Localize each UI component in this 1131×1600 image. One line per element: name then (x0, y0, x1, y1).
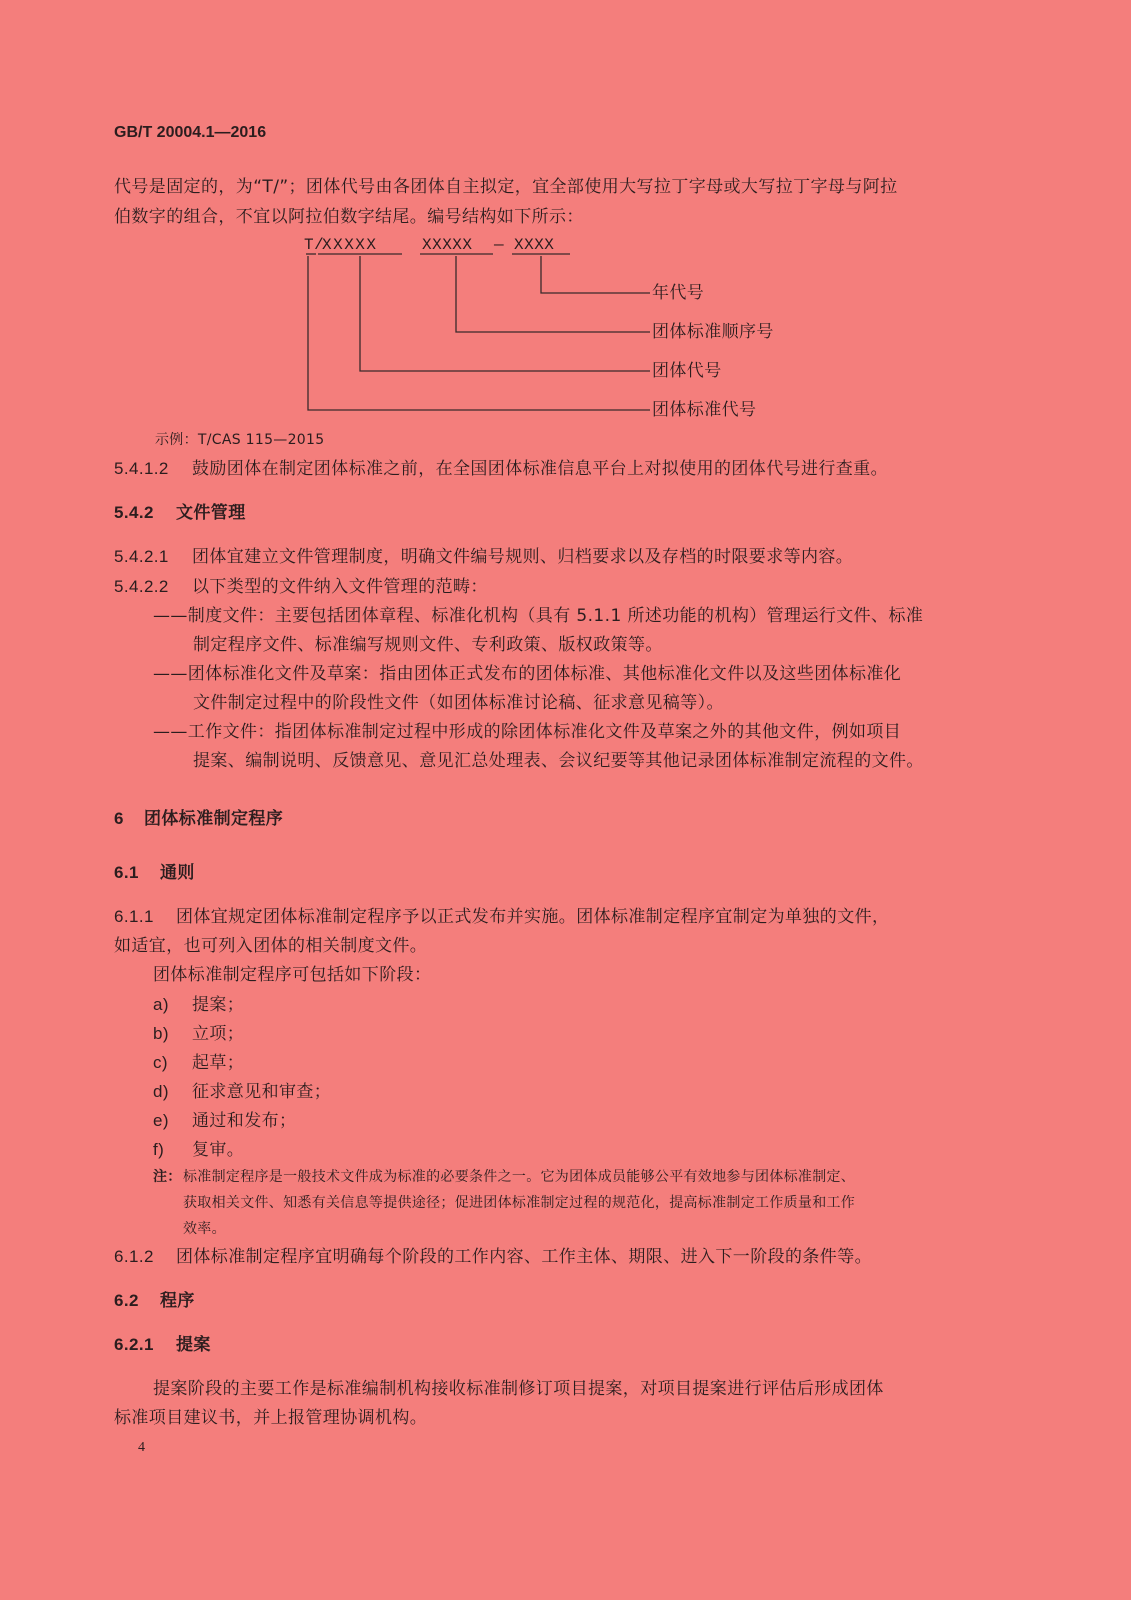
clause-number: 6.1.2 (114, 1247, 154, 1266)
note-text: 获取相关文件、知悉有关信息等提供途径；促进团体标准制定过程的规范化，提高标准制定工作质量和工作 (183, 1195, 856, 1211)
code-year: XXXX (514, 236, 555, 254)
list-item: 立项； (192, 1024, 245, 1044)
list-marker: b) (153, 1024, 169, 1043)
intro-line-2: 伯数字的组合，不宜以阿拉伯数字结尾。编号结构如下所示： (114, 207, 584, 227)
clause-text: 团体标准制定程序宜明确每个阶段的工作内容、工作主体、期限、进入下一阶段的条件等。 (176, 1247, 872, 1267)
intro-line-1: 代号是固定的，为“T/”；团体代号由各团体自主拟定，宜全部使用大写拉丁字母或大写拉丁字母与阿拉 (114, 177, 898, 197)
list-item: 征求意见和审查； (192, 1082, 332, 1102)
list-item-line: ——制度文件：主要包括团体章程、标准化机构（具有 5.1.1 所述功能的机构）管理运行文件、标准 (153, 606, 924, 626)
code-sequence: XXXXX (422, 236, 473, 254)
clause-text: 团体宜规定团体标准制定程序予以正式发布并实施。团体标准制定程序宜制定为单独的文件， (176, 907, 890, 927)
section-number: 6.1 (114, 863, 139, 882)
code-org: XXXXX (322, 236, 378, 254)
clause-text: 团体标准制定程序可包括如下阶段： (153, 965, 432, 985)
list-item-line: 文件制定过程中的阶段性文件（如团体标准讨论稿、征求意见稿等）。 (193, 693, 724, 713)
list-item-line: 制定程序文件、标准编写规则文件、专利政策、版权政策等。 (193, 635, 663, 655)
list-item: 起草； (192, 1053, 245, 1073)
numbering-structure-diagram (0, 0, 1131, 460)
list-item-line: ——团体标准化文件及草案：指由团体正式发布的团体标准、其他标准化文件以及这些团体标准化 (153, 664, 902, 684)
subsection-title: 提案 (176, 1335, 211, 1355)
list-marker: d) (153, 1082, 169, 1101)
label-year: 年代号 (652, 283, 705, 303)
note-text: 标准制定程序是一般技术文件成为标准的必要条件之一。它为团体成员能够公平有效地参与团体标准制定、 (183, 1169, 856, 1185)
list-marker: c) (153, 1053, 168, 1072)
list-item: 提案； (192, 995, 245, 1015)
clause-text: 团体宜建立文件管理制度，明确文件编号规则、归档要求以及存档的时限要求等内容。 (192, 547, 854, 567)
standard-code-leader-line (308, 256, 650, 410)
code-dash: — (494, 236, 505, 254)
clause-text: 以下类型的文件纳入文件管理的范畴： (192, 577, 488, 597)
list-item-line: ——工作文件：指团体标准制定过程中形成的除团体标准化文件及草案之外的其他文件，例如项目 (153, 722, 902, 742)
section-number: 6.2 (114, 1291, 139, 1310)
section-number: 5.4.2 (114, 503, 154, 522)
label-standard-code: 团体标准代号 (652, 400, 757, 420)
clause-number: 5.4.2.1 (114, 547, 169, 566)
list-item: 复审。 (192, 1140, 245, 1160)
clause-number: 6.1.1 (114, 907, 154, 926)
clause-number: 5.4.2.2 (114, 577, 169, 596)
list-item: 通过和发布； (192, 1111, 297, 1131)
clause-text: 鼓励团体在制定团体标准之前，在全国团体标准信息平台上对拟使用的团体代号进行查重。 (192, 459, 888, 479)
note-label: 注： (153, 1169, 182, 1185)
paragraph-line: 提案阶段的主要工作是标准编制机构接收标准制修订项目提案，对项目提案进行评估后形成团体 (153, 1379, 884, 1399)
note-text: 效率。 (183, 1221, 226, 1237)
list-marker: a) (153, 995, 169, 1014)
org-code-leader-line (360, 256, 650, 371)
list-item-line: 提案、编制说明、反馈意见、意见汇总处理表、会议纪要等其他记录团体标准制定流程的文件。 (193, 751, 924, 771)
subsection-number: 6.2.1 (114, 1335, 154, 1354)
section-title: 文件管理 (176, 503, 246, 523)
standard-id-header: GB/T 20004.1—2016 (114, 124, 267, 141)
list-marker: e) (153, 1111, 169, 1130)
list-marker: f) (153, 1140, 165, 1159)
chapter-title: 团体标准制定程序 (144, 809, 284, 829)
sequence-leader-line (456, 256, 650, 332)
section-title: 通则 (160, 863, 195, 883)
page-number: 4 (138, 1440, 145, 1455)
year-leader-line (541, 256, 650, 293)
code-prefix: T/ (304, 236, 325, 254)
clause-text: 如适宜，也可列入团体的相关制度文件。 (114, 936, 428, 956)
label-org-code: 团体代号 (652, 361, 722, 381)
section-title: 程序 (160, 1291, 195, 1311)
paragraph-line: 标准项目建议书，并上报管理协调机构。 (114, 1408, 428, 1428)
example-text: 示例：T/CAS 115—2015 (155, 432, 325, 448)
chapter-number: 6 (114, 809, 124, 828)
clause-number: 5.4.1.2 (114, 459, 169, 478)
label-sequence: 团体标准顺序号 (652, 322, 774, 342)
